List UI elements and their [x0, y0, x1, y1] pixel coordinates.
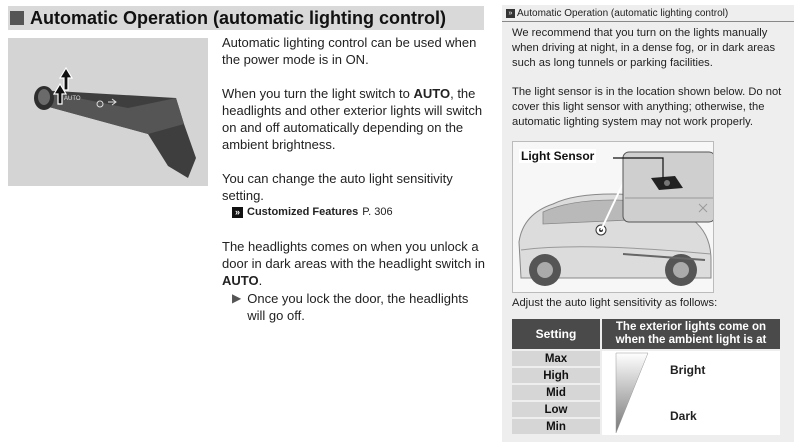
- car-icon: [513, 142, 714, 293]
- xref-arrow-icon: »: [232, 207, 243, 218]
- side-adjust-text: Adjust the auto light sensitivity as follows:: [512, 297, 718, 309]
- light-sensor-illustration: [512, 141, 714, 293]
- para4-text-a: The headlights comes on when you unlock a door in dark areas with the headlight switch in: [222, 239, 486, 271]
- triangle-right-icon: ▶: [232, 291, 242, 305]
- sensitivity-table: [512, 319, 780, 435]
- para-light-switch-auto: [222, 85, 490, 153]
- xref-page[interactable]: P. 306: [362, 206, 393, 218]
- bright-label: Bright: [670, 363, 706, 377]
- para2-text-a: When you turn the light switch to: [222, 86, 414, 101]
- para-auto-lighting-intro: Automatic lighting control can be used when the power mode is in ON.: [222, 35, 477, 67]
- table-header-lights: The exterior lights come on when the ambient light is at: [602, 319, 780, 349]
- side-note-panel: [502, 5, 794, 442]
- section-title-bar: [8, 6, 484, 30]
- side-para-recommend: We recommend that you turn on the lights manually when driving at night, in a dense fog, or in dark areas such as long tunnels or parking facilities.: [512, 27, 776, 69]
- note-text: Once you lock the door, the headlights will go off.: [247, 291, 469, 323]
- side-heading-text: Automatic Operation (automatic lighting control): [517, 7, 729, 19]
- table-header-setting: Setting: [512, 319, 600, 349]
- setting-mid: Mid: [512, 385, 600, 400]
- xref-customized-features[interactable]: [222, 204, 490, 221]
- side-para-sensor-location: The light sensor is in the location shown below. Do not cover this light sensor with anything; otherwise, the automatic lighting system may not work properly.: [512, 86, 782, 128]
- para-sensitivity: You can change the auto light sensitivity setting.: [222, 171, 453, 203]
- xref-label[interactable]: Customized Features: [247, 206, 359, 218]
- note-lock-door: [222, 290, 490, 324]
- section-title: Automatic Operation (automatic lighting control): [30, 7, 446, 28]
- brightness-gradient-wedge: [612, 351, 672, 435]
- lever-icon: [8, 38, 208, 186]
- brightness-scale-cell: [602, 351, 780, 435]
- dark-label: Dark: [670, 409, 697, 423]
- para2-text-b: , the headlights and other exterior lights will switch on and off automatically depending on the ambient brightness.: [222, 86, 483, 152]
- light-switch-illustration: [8, 38, 208, 186]
- para4-text-b: .: [258, 273, 263, 288]
- main-body-text: [222, 34, 490, 324]
- light-sensor-label: Light Sensor: [521, 149, 595, 163]
- lever-auto-marking: AUTO: [64, 96, 81, 102]
- para2-auto-bold: AUTO: [413, 86, 451, 101]
- para-unlock-door: [222, 238, 490, 289]
- setting-high: High: [512, 368, 600, 383]
- sensitivity-block: [222, 170, 490, 221]
- para4-auto-bold: AUTO: [222, 273, 259, 288]
- side-heading-icon: »: [506, 9, 515, 18]
- setting-low: Low: [512, 402, 600, 417]
- side-heading: [502, 5, 794, 22]
- setting-min: Min: [512, 419, 600, 434]
- title-square-marker: [10, 11, 24, 25]
- setting-max: Max: [512, 351, 600, 366]
